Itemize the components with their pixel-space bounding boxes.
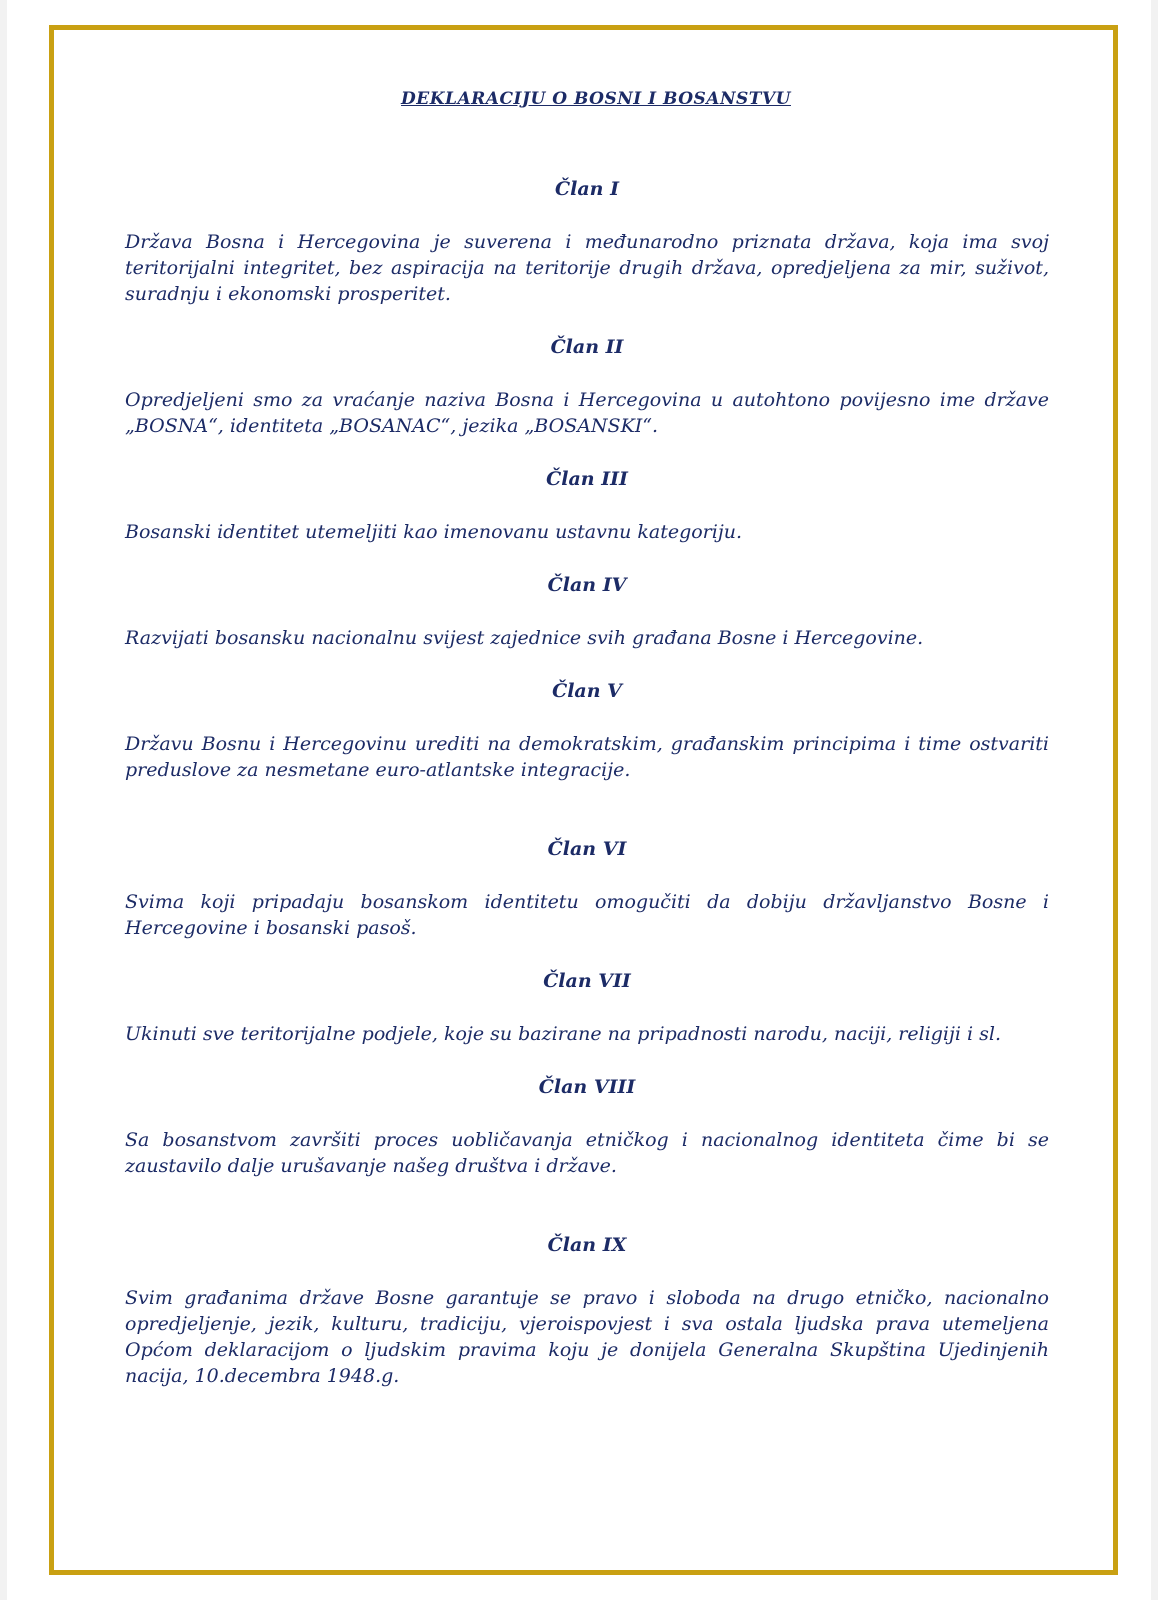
spacer	[125, 1206, 1049, 1232]
article-1	[125, 176, 1049, 307]
article-text: Država Bosna i Hercegovina je suverena i međunarodno priznata država, koja ima svoj teritorijalni integritet, bez aspiracija na teritorije drugih država, opredjeljena za mir, suživot, suradnju i ekonomski prosperitet.	[125, 231, 1049, 305]
article-heading: Član II	[550, 336, 624, 358]
article-heading: Član IV	[547, 574, 627, 596]
article-text: Državu Bosnu i Hercegovinu urediti na demokratskim, građanskim principima i time ostvariti preduslove za nesmetane euro-atlantske integracije.	[125, 733, 1049, 781]
article-heading: Član VII	[543, 970, 631, 992]
article-text: Ukinuti sve teritorijalne podjele, koje su bazirane na pripadnosti narodu, naciji, religiji i sl.	[125, 1023, 1002, 1045]
article-8	[125, 1074, 1049, 1179]
article-heading: Član IX	[547, 1234, 627, 1256]
article-text: Sa bosanstvom završiti proces uobličavanja etničkog i nacionalnog identiteta čime bi se zaustavilo dalje urušavanje našeg društva i države.	[125, 1129, 1049, 1177]
article-text: Razvijati bosansku nacionalnu svijest zajednice svih građana Bosne i Hercegovine.	[125, 627, 924, 649]
article-heading: Član I	[555, 178, 619, 200]
article-6	[125, 836, 1049, 941]
article-text: Bosanski identitet utemeljiti kao imenovanu ustavnu kategoriju.	[125, 521, 743, 543]
article-heading: Član V	[552, 680, 622, 702]
article-text: Svim građanima države Bosne garantuje se pravo i sloboda na drugo etničko, nacionalno opredjeljenje, jezik, kulturu, tradiciju, vjeroispovjest i sva ostala ljudska prava utemeljena Općom deklaracijom o ljudskim pravima koju je donijela Generalna Skupština Ujedinjenih nacija, 10.decembra 1948.g.	[125, 1287, 1049, 1387]
document-page	[7, 0, 1151, 1600]
article-7	[125, 968, 1049, 1047]
document-title: DEKLARACIJU O BOSNI I BOSANSTVU	[401, 89, 791, 109]
article-5	[125, 678, 1049, 783]
article-heading: Član III	[546, 468, 628, 490]
article-heading: Član VI	[547, 838, 627, 860]
article-2	[125, 334, 1049, 439]
article-3	[125, 466, 1049, 545]
article-text: Opredjeljeni smo za vraćanje naziva Bosna i Hercegovina u autohtono povijesno ime države „BOSNA“, identiteta „BOSANAC“, jezika „BOSANSKI“.	[125, 389, 1049, 437]
article-heading: Član VIII	[538, 1076, 636, 1098]
article-9	[125, 1232, 1049, 1389]
document-content	[125, 86, 1049, 1416]
article-text: Svima koji pripadaju bosanskom identitetu omogučiti da dobiju državljanstvo Bosne i Hercegovine i bosanski pasoš.	[125, 891, 1049, 939]
article-4	[125, 572, 1049, 651]
spacer	[125, 810, 1049, 836]
